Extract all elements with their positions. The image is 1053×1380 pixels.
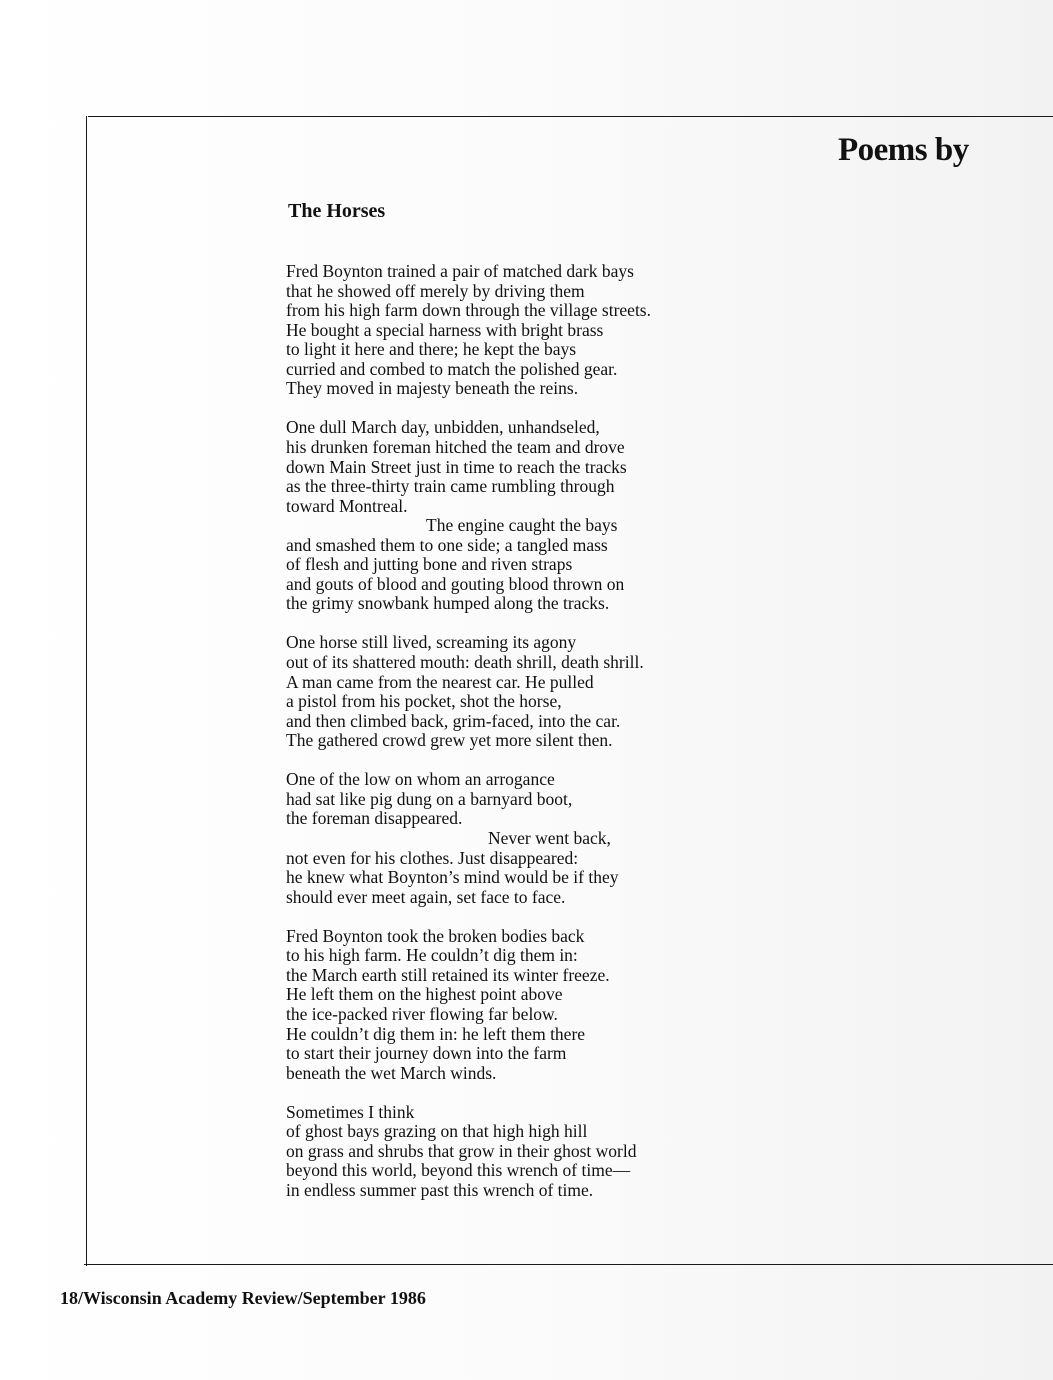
poem-line: in endless summer past this wrench of time. [286, 1179, 594, 1200]
poem-line: of flesh and jutting bone and riven straps [286, 554, 573, 575]
poem-line: Sometimes I think [286, 1101, 415, 1122]
poem-line: the March earth still retained its winter freeze. [286, 964, 610, 985]
poem-line: curried and combed to match the polished gear. [286, 358, 618, 379]
poem-line: One dull March day, unbidden, unhandseled, [286, 417, 600, 438]
poem-line: They moved in majesty beneath the reins. [286, 378, 579, 399]
poem-line: and smashed them to one side; a tangled mass [286, 534, 608, 555]
poem-line: He left them on the highest point above [286, 984, 563, 1005]
poem-line: to start their journey down into the farm [286, 1043, 567, 1064]
top-rule [88, 116, 1053, 117]
stanza-5 [286, 927, 806, 1083]
poem-title: The Horses [288, 200, 386, 222]
poem-line: that he showed off merely by driving them [286, 280, 585, 301]
poem-line: a pistol from his pocket, shot the horse, [286, 691, 562, 712]
section-header: Poems by [838, 132, 969, 168]
poem-line: the grimy snowbank humped along the tracks. [286, 593, 610, 614]
poem-line: Fred Boynton trained a pair of matched dark bays [286, 261, 634, 281]
stanza-2 [286, 418, 806, 613]
poem-line: as the three-thirty train came rumbling through [286, 476, 615, 497]
poem-line: The gathered crowd grew yet more silent then. [286, 730, 613, 751]
poem-line: the foreman disappeared. [286, 808, 463, 829]
page-footer-citation: 18/Wisconsin Academy Review/September 1986 [60, 1288, 426, 1308]
poem-line: and then climbed back, grim-faced, into the car. [286, 710, 621, 731]
poem-line: toward Montreal. [286, 495, 408, 516]
poem-line: He couldn’t dig them in: he left them there [286, 1023, 586, 1044]
poem-line: should ever meet again, set face to face. [286, 886, 566, 907]
stanza-6 [286, 1103, 806, 1201]
stanza-3 [286, 633, 806, 750]
left-rule [86, 116, 87, 1266]
poem-line: of ghost bays grazing on that high high hill [286, 1121, 588, 1142]
poem-line: the ice-packed river flowing far below. [286, 1003, 558, 1024]
poem-line: A man came from the nearest car. He pulled [286, 671, 594, 692]
poem-line: One horse still lived, screaming its agony [286, 632, 577, 653]
poem-line: beyond this world, beyond this wrench of time— [286, 1160, 631, 1181]
poem-line: not even for his clothes. Just disappeared: [286, 847, 579, 868]
poem-line: to his high farm. He couldn’t dig them in: [286, 945, 578, 966]
poem-line: He bought a special harness with bright brass [286, 319, 604, 340]
poem-line: and gouts of blood and gouting blood thrown on [286, 573, 625, 594]
poem-line: beneath the wet March winds. [286, 1062, 497, 1083]
poem-line: Fred Boynton took the broken bodies back [286, 925, 585, 946]
stanza-1 [286, 262, 806, 399]
poem-line: his drunken foreman hitched the team and drove [286, 436, 625, 457]
bottom-rule [84, 1264, 1053, 1265]
poem-line: down Main Street just in time to reach the tracks [286, 456, 627, 477]
poem-line: from his high farm down through the village streets. [286, 300, 651, 321]
poem-line-indented: The engine caught the bays [426, 515, 618, 536]
poem-line: to light it here and there; he kept the bays [286, 339, 577, 360]
poem-line-indented: Never went back, [488, 828, 611, 848]
poem-line: on grass and shrubs that grow in their ghost world [286, 1140, 637, 1161]
poem-line: out of its shattered mouth: death shrill, death shrill. [286, 652, 644, 673]
poem-line: One of the low on whom an arrogance [286, 769, 555, 790]
stanza-4 [286, 770, 806, 907]
poem-line: he knew what Boynton’s mind would be if they [286, 867, 619, 888]
poem-line: had sat like pig dung on a barnyard boot, [286, 788, 573, 809]
poem-body [286, 262, 806, 1220]
